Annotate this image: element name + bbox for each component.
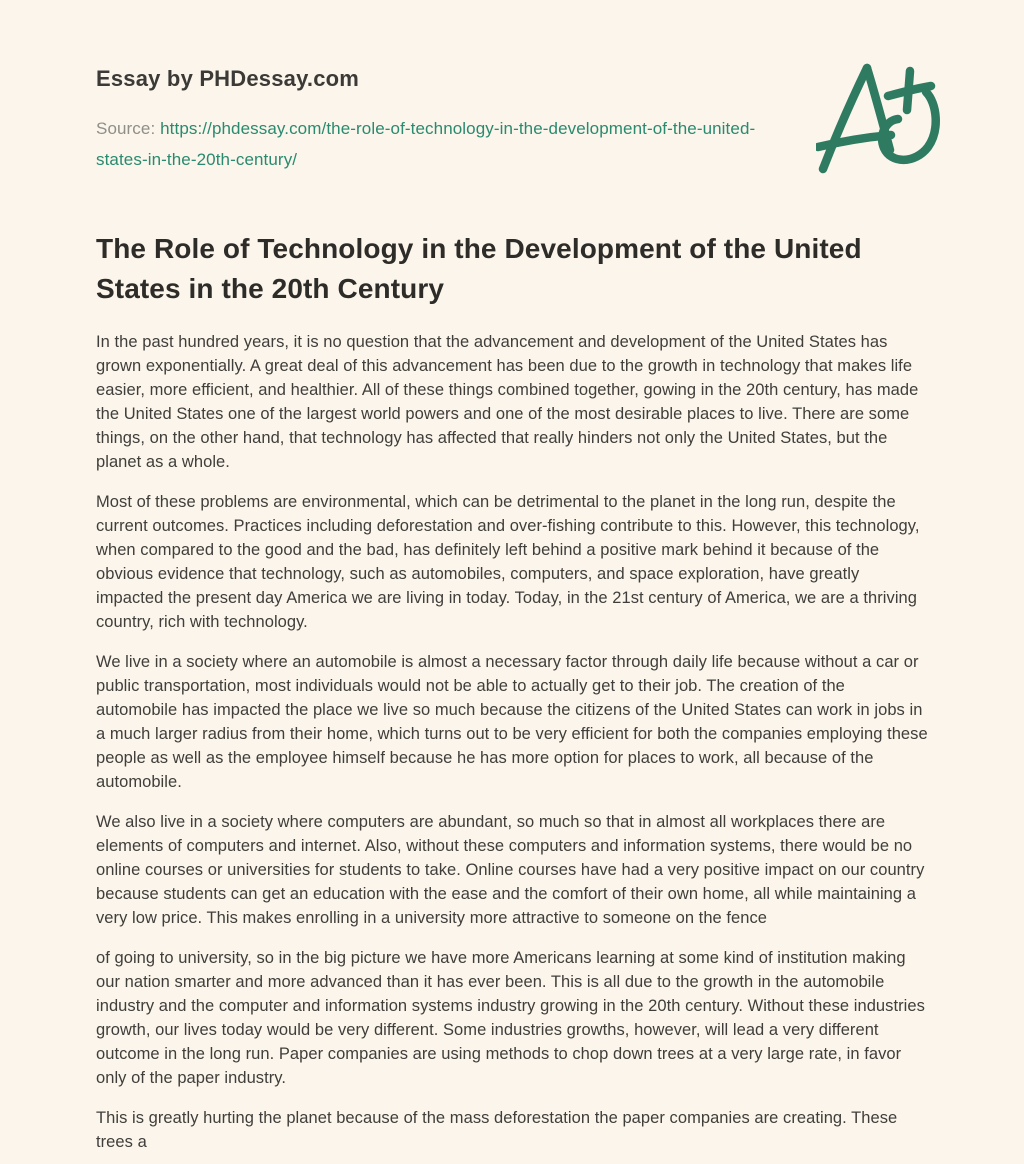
source-link[interactable]: https://phdessay.com/the-role-of-technology-in-the-development-of-the-united-states-in-the-20th-century/ [96, 119, 756, 169]
essay-paragraph-3: We live in a society where an automobile is almost a necessary factor through daily life because without a car or public transportation, most individuals would not be able to actually get to their job. The creation of the automobile has impacted the place we live so much because the citizens of the United States can work in jobs in a much larger radius from their home, which turns out to be very efficient for both the companies employing these people as well as the employee himself because he has more option for places to work, all because of the automobile. [96, 653, 928, 791]
essay-paragraph-2: Most of these problems are environmental, which can be detrimental to the planet in the long run, despite the current outcomes. Practices including deforestation and over-fishing contribute to this. However, this technology, when compared to the good and the bad, has definitely left behind a positive mark behind it because of the obvious evidence that technology, such as automobiles, computers, and space exploration, have greatly impacted the present day America we are living in today. Today, in the 21st century of America, we are a thriving country, rich with technology. [96, 493, 920, 631]
page-header [96, 66, 928, 175]
essay-paragraph-1: In the past hundred years, it is no question that the advancement and development of the United States has grown exponentially. A great deal of this advancement has been due to the growth in technology that makes life easier, more efficient, and healthier. All of these things combined together, gowing in the 20th century, has made the United States one of the largest world powers and one of the most desirable places to live. There are some things, on the other hand, that technology has affected that really hinders not only the United States, but the planet as a whole. [96, 333, 919, 471]
byline: Essay by PHDessay.com [96, 66, 360, 91]
phdessay-a-plus-logo-icon [816, 56, 948, 178]
source-line [96, 113, 756, 175]
header-text-block [96, 66, 772, 175]
source-label: Source: [96, 119, 156, 138]
essay-paragraph-5: of going to university, so in the big picture we have more Americans learning at some kind of institution making our nation smarter and more advanced than it has ever been. This is all due to the growth in the automobile industry and the computer and information systems industry growing in the 20th century. Without these industries growth, our lives today would be very different. Some industries growths, however, will lead a very different outcome in the long run. Paper companies are using methods to chop down trees at a very large rate, in favor only of the paper industry. [96, 949, 925, 1087]
essay-title: The Role of Technology in the Development of the United States in the 20th Century [96, 233, 862, 304]
essay-paragraph-4: We also live in a society where computers are abundant, so much so that in almost all workplaces there are elements of computers and internet. Also, without these computers and information systems, there would be no online courses or universities for students to take. Online courses have had a very positive impact on our country because students can get an education with the ease and the comfort of their own home, all while maintaining a very low price. This makes enrolling in a university more attractive to someone on the fence [96, 813, 925, 927]
essay-paragraph-6: This is greatly hurting the planet because of the mass deforestation the paper companies are creating. These trees a [96, 1109, 898, 1151]
essay-content [96, 229, 928, 1154]
